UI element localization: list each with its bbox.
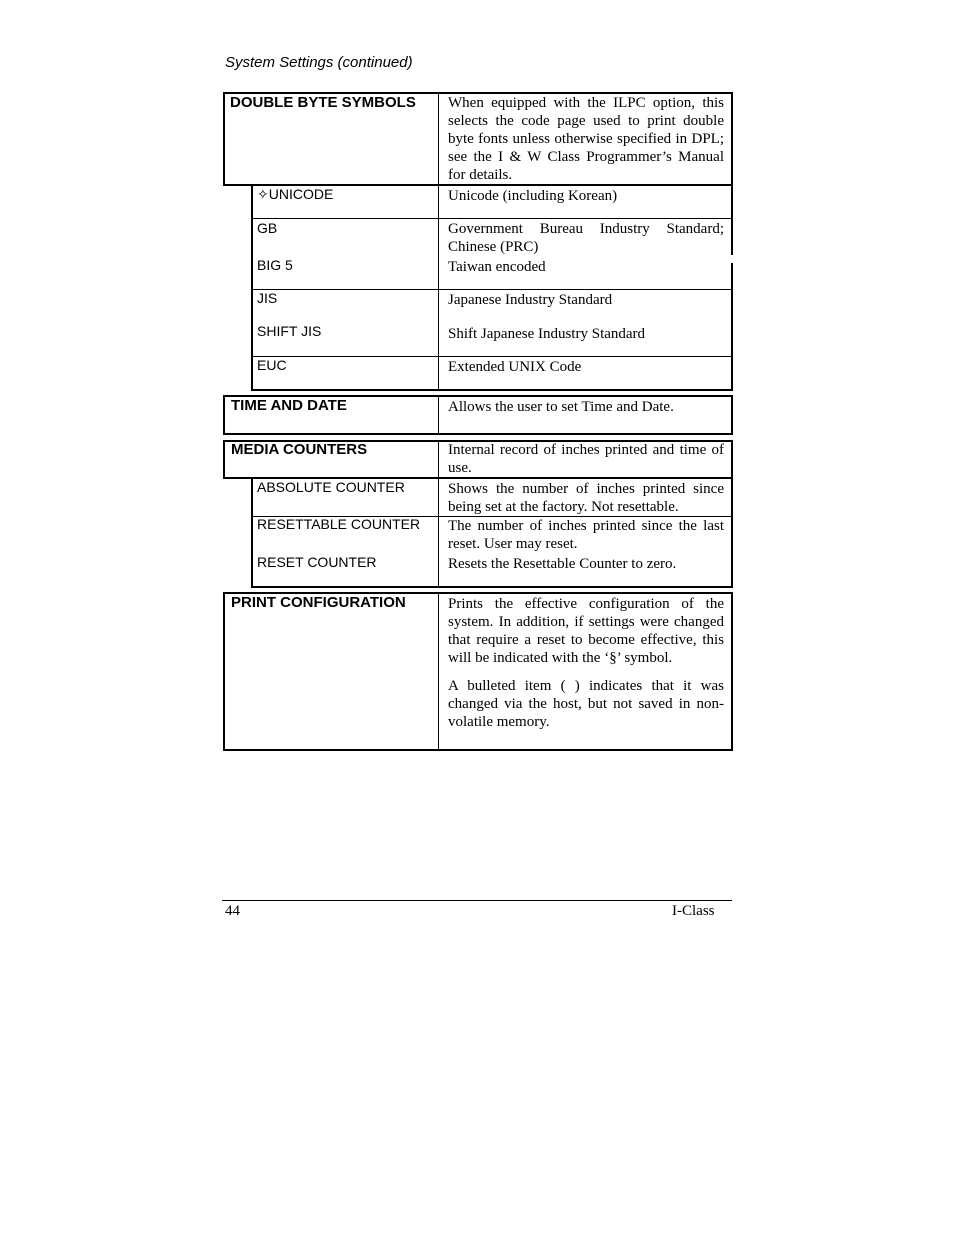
option-euc-label: EUC: [257, 357, 287, 373]
option-shift-jis-label: SHIFT JIS: [257, 323, 322, 339]
option-gb-description: Government Bureau Industry Standard; Chinese (PRC): [448, 221, 724, 255]
footer-rule: [222, 900, 732, 901]
media-counters-label: MEDIA COUNTERS: [231, 441, 368, 458]
right-border: [731, 184, 733, 390]
option-jis-label: JIS: [257, 290, 278, 306]
page-header: System Settings (continued): [225, 54, 413, 71]
page-number: 44: [225, 903, 240, 919]
option-unicode-label: ✧UNICODE: [257, 186, 334, 202]
sub-left-border: [251, 477, 253, 587]
option-jis-description: Japanese Industry Standard: [448, 292, 613, 308]
resettable-counter-description: The number of inches printed since the last reset. User may reset.: [448, 518, 724, 552]
right-border-gap: [731, 255, 733, 263]
absolute-counter-label: ABSOLUTE COUNTER: [257, 479, 405, 495]
footer-title: I-Class: [672, 903, 715, 919]
double-byte-description: When equipped with the ILPC option, this selects the code page used to print double byte fonts unless otherwise specified in DPL; see the I & W Class Programmer’s Manual for details.: [448, 95, 724, 183]
row-divider: [251, 356, 733, 357]
option-shift-jis-description: Shift Japanese Industry Standard: [448, 326, 646, 342]
option-big5-label: BIG 5: [257, 257, 293, 273]
column-divider: [438, 592, 439, 751]
print-configuration-paragraph-1: Prints the effective configuration of the system. In addition, if settings were changed that require a reset to become effective, this will be indicated with the ‘§’ symbol.: [448, 596, 724, 666]
column-divider: [438, 395, 439, 435]
column-divider: [438, 92, 439, 390]
sub-left-border: [251, 184, 253, 390]
print-configuration-paragraph-2: A bulleted item ( ) indicates that it was changed via the host, but not saved in non-volatile memory.: [448, 678, 724, 730]
double-byte-label: DOUBLE BYTE SYMBOLS: [230, 94, 416, 111]
absolute-counter-description: Shows the number of inches printed since being set at the factory. Not resettable.: [448, 481, 724, 515]
section-bottom: [251, 586, 733, 588]
row-divider: [251, 218, 733, 219]
time-date-description: Allows the user to set Time and Date.: [448, 399, 674, 415]
option-unicode-description: Unicode (including Korean): [448, 188, 618, 204]
print-configuration-description: [448, 595, 724, 731]
print-configuration-label: PRINT CONFIGURATION: [231, 594, 406, 611]
column-divider: [438, 440, 439, 587]
option-big5-description: Taiwan encoded: [448, 259, 546, 275]
reset-counter-description: Resets the Resettable Counter to zero.: [448, 556, 677, 572]
section-bottom: [251, 389, 733, 391]
resettable-counter-label: RESETTABLE COUNTER: [257, 516, 421, 532]
time-date-label: TIME AND DATE: [231, 397, 347, 414]
option-gb-label: GB: [257, 220, 278, 236]
option-euc-description: Extended UNIX Code: [448, 359, 582, 375]
row-divider: [251, 289, 733, 290]
media-counters-description: Internal record of inches printed and time of use.: [448, 442, 724, 476]
right-border: [731, 477, 733, 587]
reset-counter-label: RESET COUNTER: [257, 554, 377, 570]
